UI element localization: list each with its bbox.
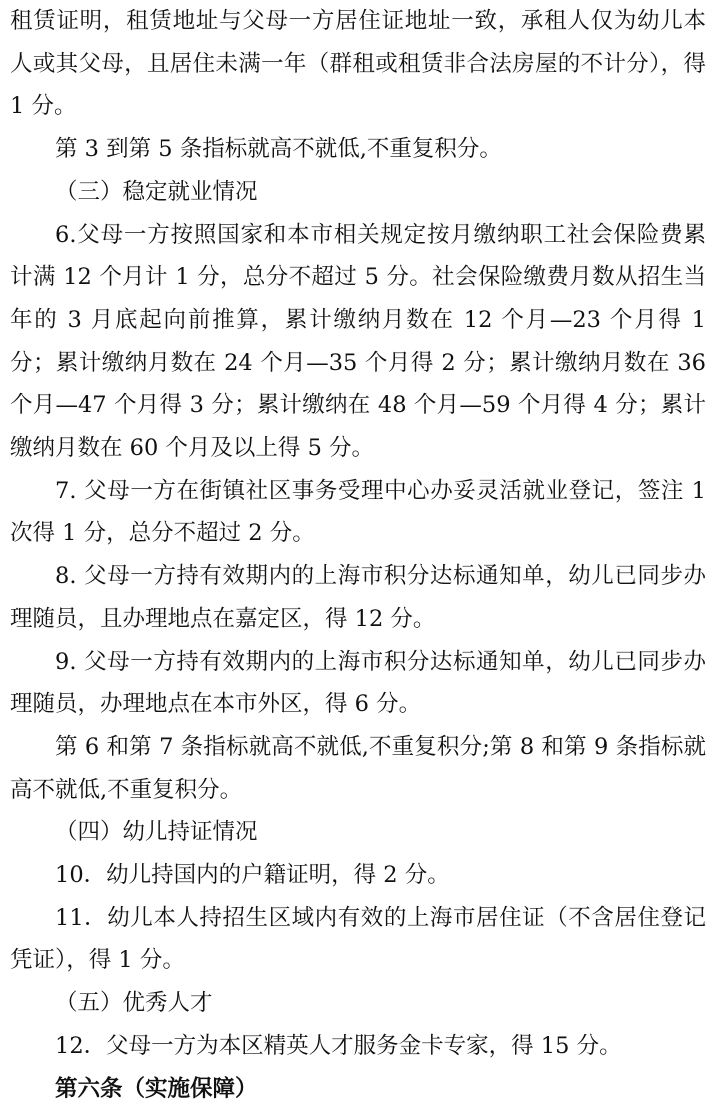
- section-heading-talent: （五）优秀人才: [55, 990, 213, 1017]
- article-heading-six: 第六条（实施保障）: [55, 1075, 258, 1102]
- paragraph-rule-6-9-note: 第 6 和第 7 条指标就高不就低,不重复积分;第 8 和第 9 条指标就高不就低,不重复积分。: [10, 733, 706, 803]
- paragraph-item-10: 10．幼儿持国内的户籍证明，得 2 分。: [55, 862, 450, 889]
- paragraph-item-9: 9. 父母一方持有效期内的上海市积分达标通知单，幼儿已同步办理随员，办理地点在本市外区，得 6 分。: [10, 648, 706, 718]
- paragraph-rule-3-5-note: 第 3 到第 5 条指标就高不就低,不重复积分。: [55, 136, 502, 163]
- document-page: [10, 0, 706, 1110]
- paragraph-item-8: 8. 父母一方持有效期内的上海市积分达标通知单，幼儿已同步办理随员，且办理地点在嘉定区，得 12 分。: [10, 563, 706, 632]
- paragraph-item-12: 12．父母一方为本区精英人才服务金卡专家，得 15 分。: [55, 1032, 622, 1059]
- paragraph-item-6: 6.父母一方按照国家和本市相关规定按月缴纳职工社会保险费累计满 12 个月计 1 分，总分不超过 5 分。社会保险缴费月数从招生当年的 3 月底起向前推算，累计缴纳月数在 12 个月—23 个月得 1 分；累计缴纳月数在 24 个月—35 个月得 2 分；累计缴纳月数在 36 个月—47 个月得 3 分；累计缴纳在 48 个月—59 个月得 4 分；累计缴纳月数在 60 个月及以上得 5 分。: [10, 221, 706, 462]
- section-heading-child-certificate: （四）幼儿持证情况: [55, 819, 258, 846]
- paragraph-item-7: 7. 父母一方在街镇社区事务受理中心办妥灵活就业登记，签注 1 次得 1 分，总分不超过 2 分。: [10, 477, 706, 547]
- paragraph-item-11: 11．幼儿本人持招生区域内有效的上海市居住证（不含居住登记凭证），得 1 分。: [10, 904, 706, 974]
- section-heading-stable-employment: （三）稳定就业情况: [55, 178, 258, 205]
- paragraph-lease-proof: 租赁证明，租赁地址与父母一方居住证地址一致，承租人仅为幼儿本人或其父母，且居住未满一年（群租或租赁非合法房屋的不计分），得 1 分。: [10, 8, 706, 120]
